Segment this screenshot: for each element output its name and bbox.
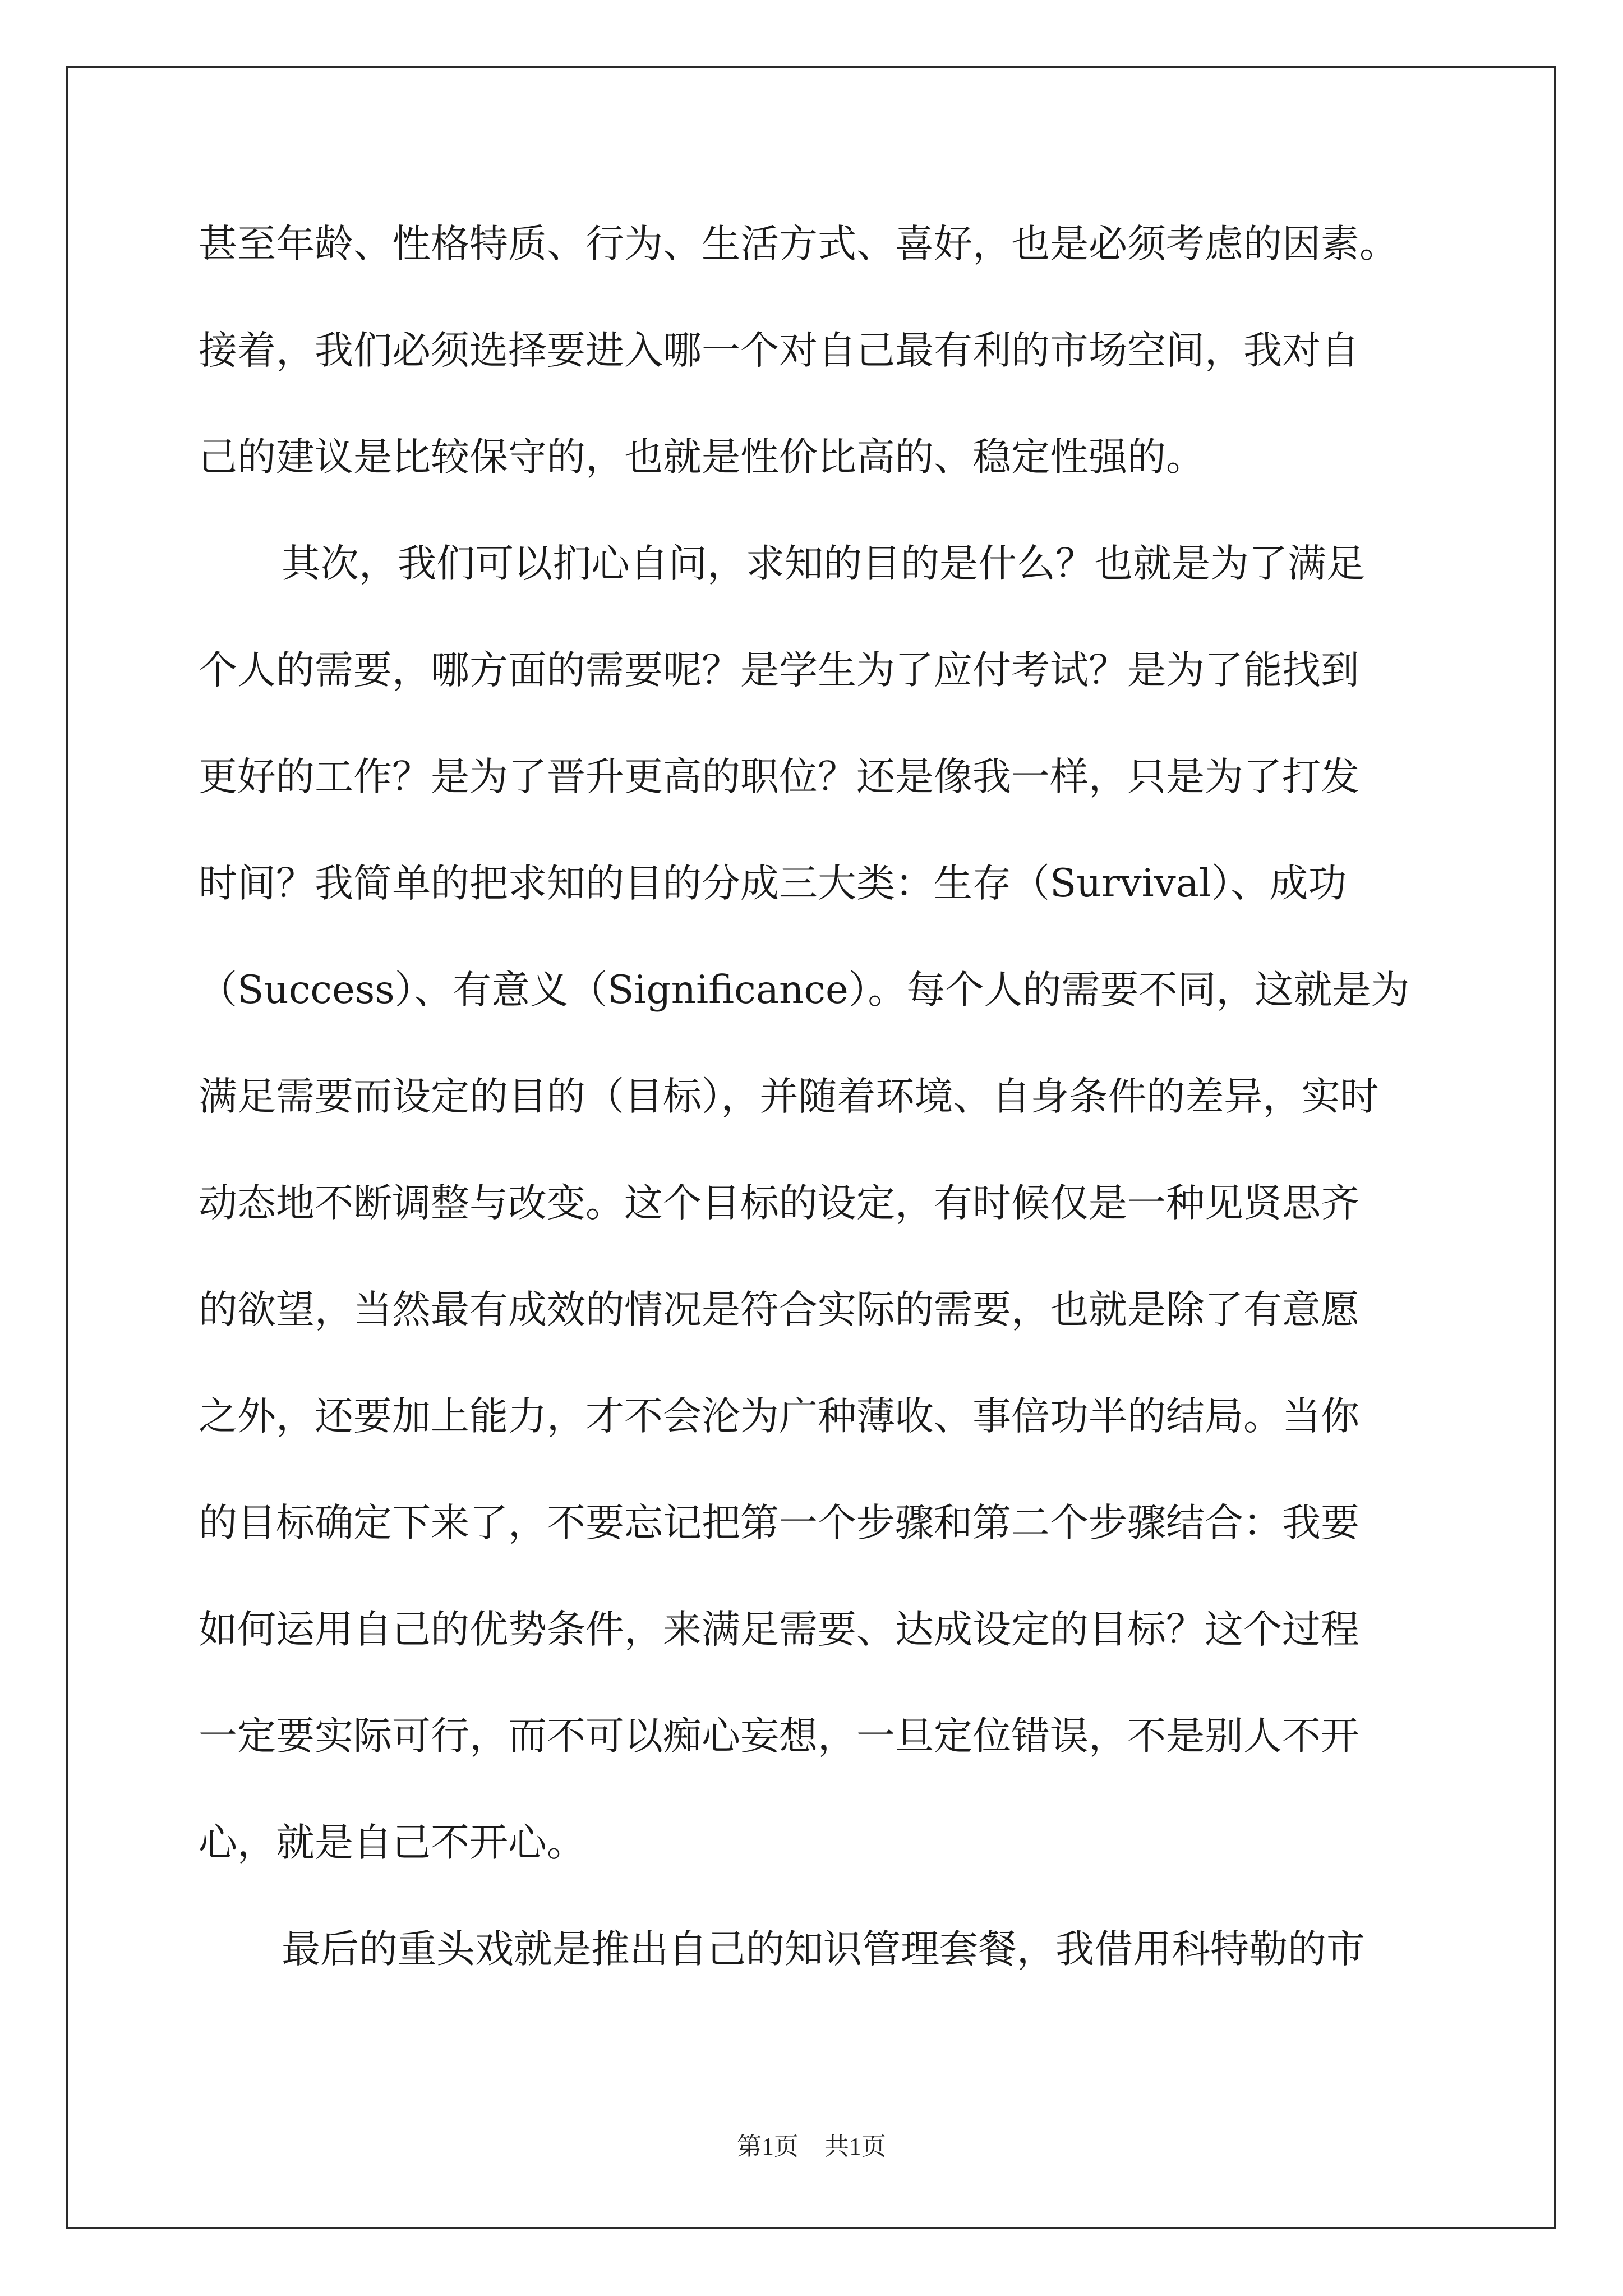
- page-number: 第1页: [737, 2133, 799, 2160]
- text-line: 心，就是自己不开心。: [199, 1820, 585, 1865]
- text-line: 的目标确定下来了，不要忘记把第一个步骤和第二个步骤结合：我要: [199, 1501, 1359, 1545]
- text-line: 个人的需要，哪方面的需要呢？是学生为了应付考试？是为了能找到: [199, 648, 1359, 693]
- text-line: 的欲望，当然最有成效的情况是符合实际的需要，也就是除了有意愿: [199, 1287, 1359, 1332]
- text-line: 最后的重头戏就是推出自己的知识管理套餐，我借用科特勒的市: [282, 1927, 1365, 1972]
- text-line: 己的建议是比较保守的，也就是性价比高的、稳定性强的。: [199, 435, 1205, 480]
- text-line: 接着，我们必须选择要进入哪一个对自己最有利的市场空间，我对自: [199, 328, 1359, 373]
- text-line: （Success）、有意义（Significance）。每个人的需要不同，这就是为: [199, 968, 1410, 1013]
- text-line: 动态地不断调整与改变。这个目标的设定，有时候仅是一种见贤思齐: [199, 1181, 1359, 1226]
- page-total: 共1页: [824, 2133, 886, 2160]
- text-line: 之外，还要加上能力，才不会沦为广种薄收、事倍功半的结局。当你: [199, 1394, 1359, 1439]
- text-line: 如何运用自己的优势条件，来满足需要、达成设定的目标？这个过程: [199, 1607, 1359, 1652]
- text-line: 满足需要而设定的目的（目标），并随着环境、自身条件的差异，实时: [199, 1074, 1379, 1119]
- text-line: 一定要实际可行，而不可以痴心妄想，一旦定位错误，不是别人不开: [199, 1714, 1359, 1759]
- page-footer: [0, 2126, 1623, 2162]
- document-body: [199, 191, 1427, 2003]
- text-line: 其次，我们可以扪心自问，求知的目的是什么？也就是为了满足: [282, 541, 1365, 586]
- text-line: 时间？我简单的把求知的目的分成三大类：生存（Survival）、成功: [199, 861, 1347, 906]
- text-line: 甚至年龄、性格特质、行为、生活方式、喜好，也是必须考虑的因素。: [199, 222, 1398, 266]
- text-line: 更好的工作？是为了晋升更高的职位？还是像我一样，只是为了打发: [199, 754, 1359, 799]
